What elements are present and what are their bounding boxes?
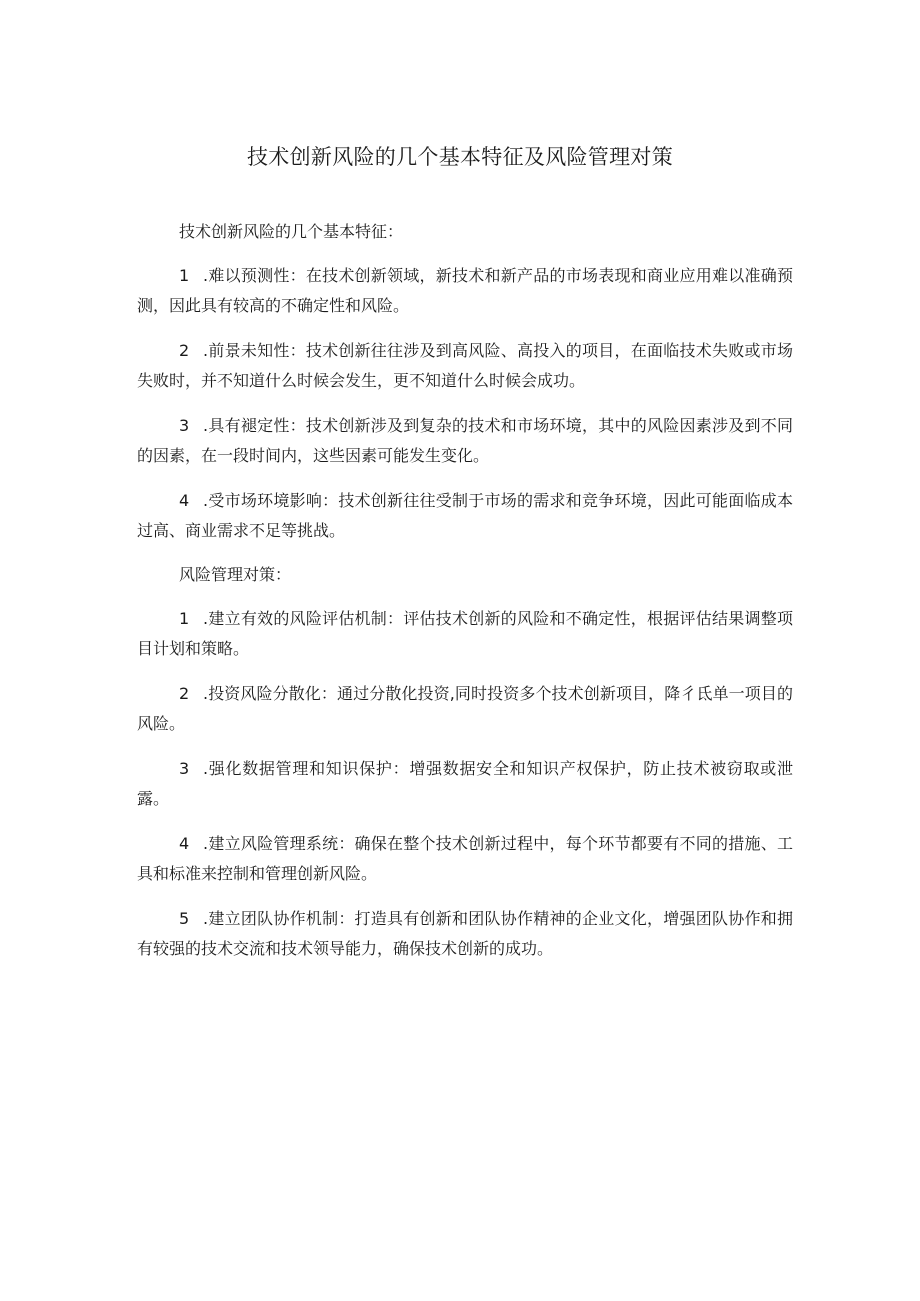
list-item bbox=[137, 486, 793, 546]
item-text: .受市场环境影响：技术创新往往受制于市场的需求和竞争环境，因此可能面临成本过高、商业需求不足等挑战。 bbox=[137, 491, 793, 540]
item-number: 1 bbox=[179, 609, 190, 628]
list-item bbox=[137, 261, 793, 321]
item-text: .强化数据管理和知识保护：增强数据安全和知识产权保护，防止技术被窃取或泄露。 bbox=[137, 759, 793, 808]
item-text: .投资风险分散化：通过分散化投资,同时投资多个技术创新项目，降彳氐单一项目的风险。 bbox=[137, 684, 793, 733]
item-number: 1 bbox=[179, 266, 190, 285]
list-item bbox=[137, 679, 793, 739]
item-number: 2 bbox=[179, 341, 190, 360]
item-text: .建立风险管理系统：确保在整个技术创新过程中，每个环节都要有不同的措施、工具和标准来控制和管理创新风险。 bbox=[137, 834, 793, 883]
item-text: .建立团队协作机制：打造具有创新和团队协作精神的企业文化，增强团队协作和拥有较强的技术交流和技术领导能力，确保技术创新的成功。 bbox=[137, 909, 793, 958]
item-number: 4 bbox=[179, 491, 190, 510]
list-item bbox=[137, 904, 793, 964]
list-item bbox=[137, 604, 793, 664]
section-heading: 风险管理对策： bbox=[179, 565, 292, 584]
item-text: .具有褪定性：技术创新涉及到复杂的技术和市场环境，其中的风险因素涉及到不同的因素，在一段时间内，这些因素可能发生变化。 bbox=[137, 416, 793, 465]
list-item bbox=[137, 411, 793, 471]
item-number: 3 bbox=[179, 759, 190, 778]
list-item bbox=[137, 829, 793, 889]
item-number: 3 bbox=[179, 416, 190, 435]
item-text: .建立有效的风险评估机制：评估技术创新的风险和不确定性，根据评估结果调整项目计划和策略。 bbox=[137, 609, 793, 658]
item-number: 2 bbox=[179, 684, 190, 703]
section-heading: 技术创新风险的几个基本特征： bbox=[179, 222, 404, 241]
document-body bbox=[137, 218, 793, 979]
item-number: 5 bbox=[179, 909, 190, 928]
document-title: 技术创新风险的几个基本特征及风险管理对策 bbox=[247, 145, 673, 169]
item-text: .前景未知性：技术创新往往涉及到高风险、高投入的项目，在面临技术失败或市场失败时，并不知道什么时候会发生，更不知道什么时候会成功。 bbox=[137, 341, 793, 390]
list-item bbox=[137, 754, 793, 814]
item-text: .难以预测性：在技术创新领域，新技术和新产品的市场表现和商业应用难以准确预测，因此具有较高的不确定性和风险。 bbox=[137, 266, 793, 315]
item-number: 4 bbox=[179, 834, 190, 853]
list-item bbox=[137, 336, 793, 396]
